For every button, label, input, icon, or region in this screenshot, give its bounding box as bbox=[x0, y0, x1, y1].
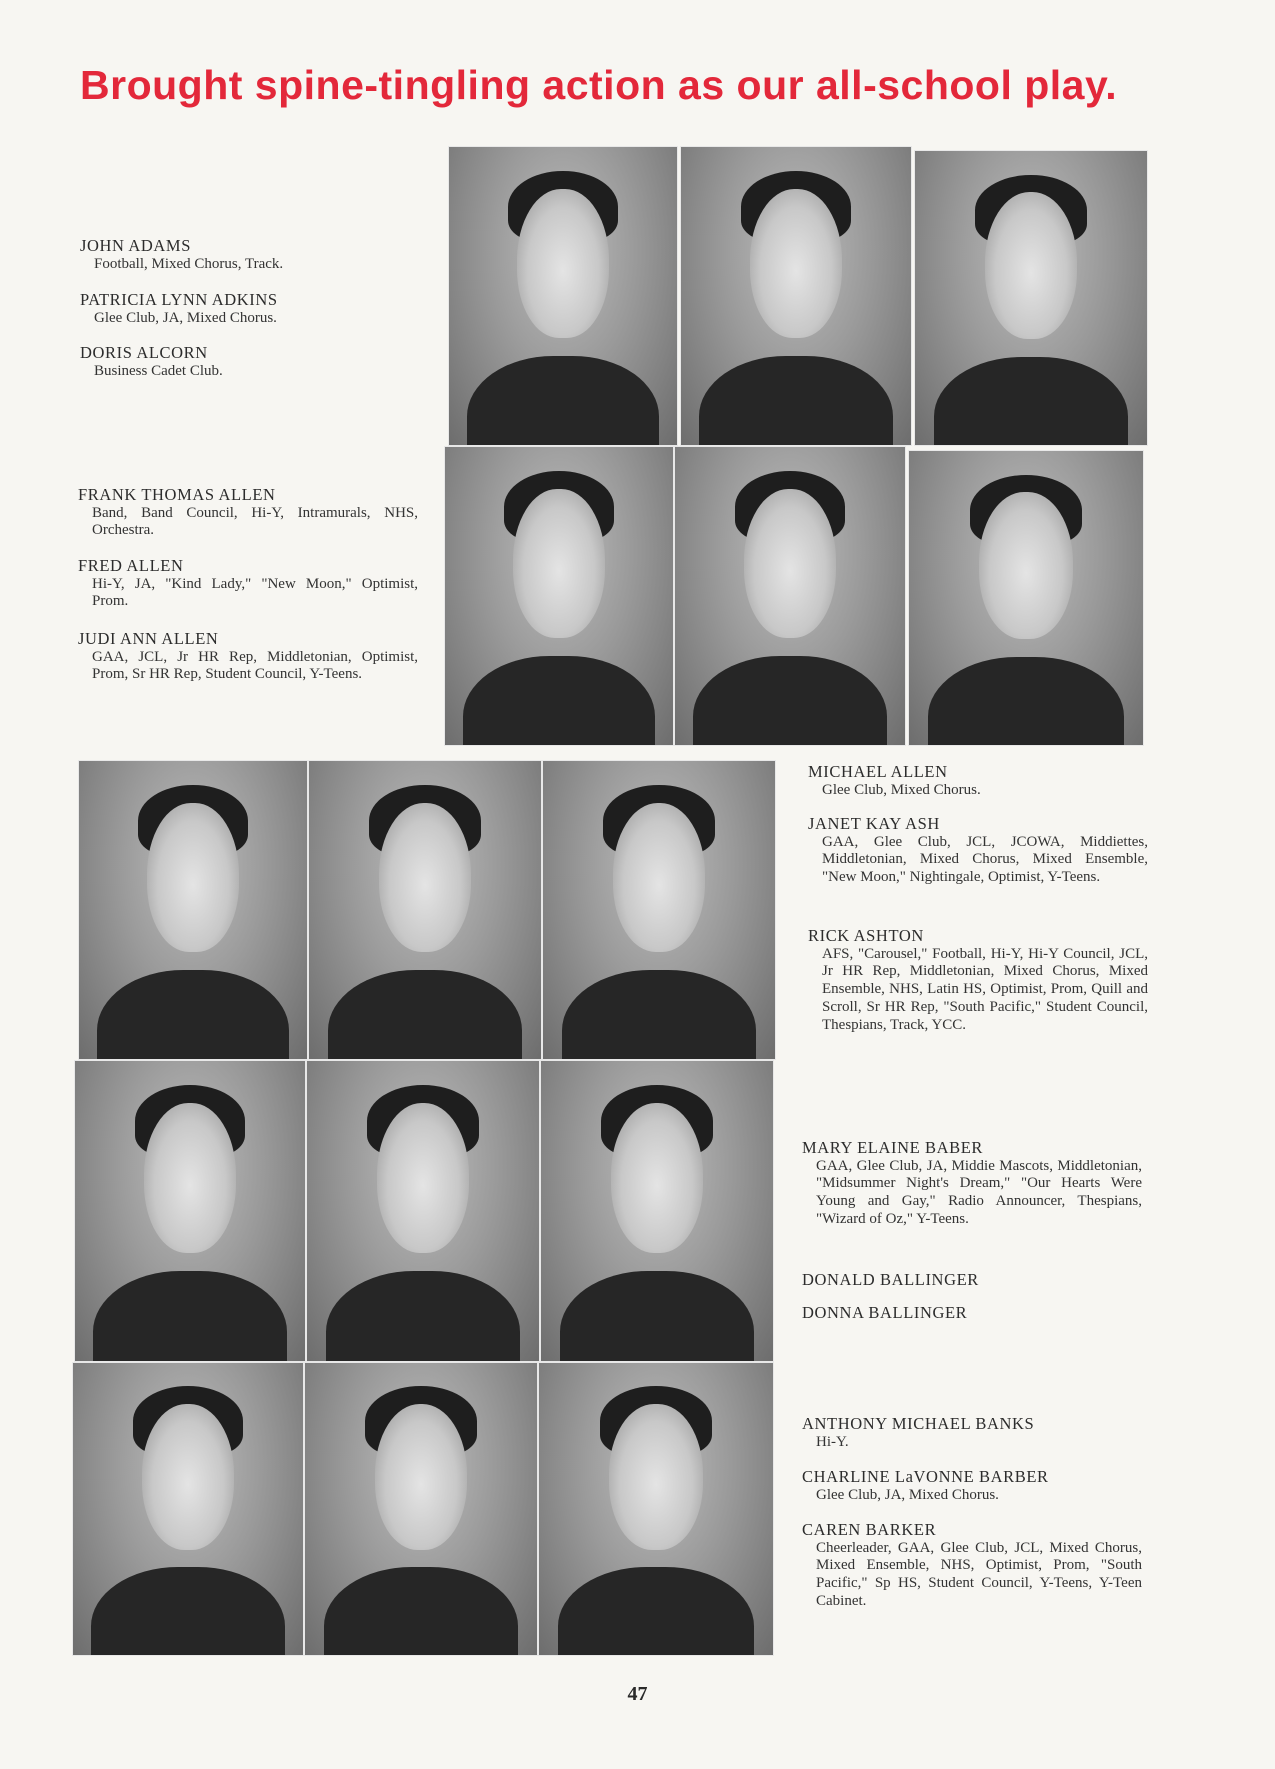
student-activities: GAA, Glee Club, JCL, JCOWA, Middiettes, Middletonian, Mixed Chorus, Mixed Ensemble, "New Moon," Nightingale, Optimist, Y-Teens. bbox=[822, 833, 1148, 886]
student-entry bbox=[802, 1520, 1142, 1611]
student-entry bbox=[80, 290, 410, 327]
page-headline: Brought spine-tingling action as our all-school play. bbox=[80, 62, 1118, 108]
portrait-photo bbox=[308, 760, 542, 1060]
student-entry bbox=[80, 236, 410, 273]
student-activities: GAA, JCL, Jr HR Rep, Middletonian, Optimist, Prom, Sr HR Rep, Student Council, Y-Teens. bbox=[92, 648, 418, 683]
student-name: CHARLINE LaVONNE BARBER bbox=[802, 1467, 1049, 1486]
portrait-photo bbox=[542, 760, 776, 1060]
student-activities: Cheerleader, GAA, Glee Club, JCL, Mixed Chorus, Mixed Ensemble, NHS, Optimist, Prom, "South Pacific," Sp HS, Student Council, Y-Teens, Y-Teen Cabinet. bbox=[816, 1539, 1142, 1609]
student-name: MICHAEL ALLEN bbox=[808, 762, 948, 781]
student-entry bbox=[78, 629, 418, 684]
student-name: DONNA BALLINGER bbox=[802, 1303, 968, 1322]
student-name: PATRICIA LYNN ADKINS bbox=[80, 290, 278, 309]
portrait-photo bbox=[538, 1362, 774, 1656]
student-entry bbox=[808, 926, 1148, 1034]
student-activities: Band, Band Council, Hi-Y, Intramurals, NHS, Orchestra. bbox=[92, 504, 418, 539]
student-entry bbox=[78, 485, 418, 540]
portrait-photo bbox=[78, 760, 308, 1060]
student-entry bbox=[802, 1270, 1142, 1290]
student-name: RICK ASHTON bbox=[808, 926, 924, 945]
student-name: FRANK THOMAS ALLEN bbox=[78, 485, 276, 504]
student-name: ANTHONY MICHAEL BANKS bbox=[802, 1414, 1035, 1433]
student-name: MARY ELAINE BABER bbox=[802, 1138, 984, 1157]
student-activities: Glee Club, JA, Mixed Chorus. bbox=[816, 1486, 999, 1503]
student-name: DORIS ALCORN bbox=[80, 343, 208, 362]
student-name: CAREN BARKER bbox=[802, 1520, 937, 1539]
portrait-photo bbox=[72, 1362, 304, 1656]
portrait-photo bbox=[674, 446, 906, 746]
student-activities: AFS, "Carousel," Football, Hi-Y, Hi-Y Council, JCL, Jr HR Rep, Middletonian, Mixed Chorus, Mixed Ensemble, NHS, Latin HS, Optimist, Prom, Quill and Scroll, Sr HR Rep, "South Pacific," Student Council, Thespians, Track, YCC. bbox=[822, 945, 1148, 1033]
student-activities: Business Cadet Club. bbox=[94, 362, 223, 379]
portrait-photo bbox=[914, 150, 1148, 446]
student-activities: Hi-Y. bbox=[816, 1433, 849, 1450]
student-activities: GAA, Glee Club, JA, Middie Mascots, Middletonian, "Midsummer Night's Dream," "Our Hearts Were Young and Gay," Radio Announcer, Thespians, "Wizard of Oz," Y-Teens. bbox=[816, 1157, 1142, 1227]
portrait-photo bbox=[540, 1060, 774, 1362]
student-entry bbox=[808, 814, 1148, 887]
student-entry bbox=[802, 1467, 1142, 1504]
page-number: 47 bbox=[627, 1683, 648, 1705]
student-entry bbox=[802, 1138, 1142, 1229]
student-name: JUDI ANN ALLEN bbox=[78, 629, 219, 648]
portrait-photo bbox=[306, 1060, 540, 1362]
student-entry bbox=[808, 762, 1148, 799]
portrait-photo bbox=[304, 1362, 538, 1656]
student-activities: Football, Mixed Chorus, Track. bbox=[94, 255, 284, 272]
portrait-photo bbox=[680, 146, 912, 446]
student-name: DONALD BALLINGER bbox=[802, 1270, 979, 1289]
portrait-photo bbox=[448, 146, 678, 446]
student-name: JANET KAY ASH bbox=[808, 814, 940, 833]
student-activities: Hi-Y, JA, "Kind Lady," "New Moon," Optimist, Prom. bbox=[92, 575, 418, 610]
portrait-photo bbox=[444, 446, 674, 746]
student-entry bbox=[80, 343, 410, 380]
student-activities: Glee Club, Mixed Chorus. bbox=[822, 781, 981, 798]
portrait-photo bbox=[908, 450, 1144, 746]
student-name: JOHN ADAMS bbox=[80, 236, 191, 255]
student-entry bbox=[78, 556, 418, 611]
portrait-photo bbox=[74, 1060, 306, 1362]
student-entry bbox=[802, 1414, 1142, 1451]
student-entry bbox=[802, 1303, 1142, 1323]
student-name: FRED ALLEN bbox=[78, 556, 184, 575]
student-activities: Glee Club, JA, Mixed Chorus. bbox=[94, 309, 277, 326]
